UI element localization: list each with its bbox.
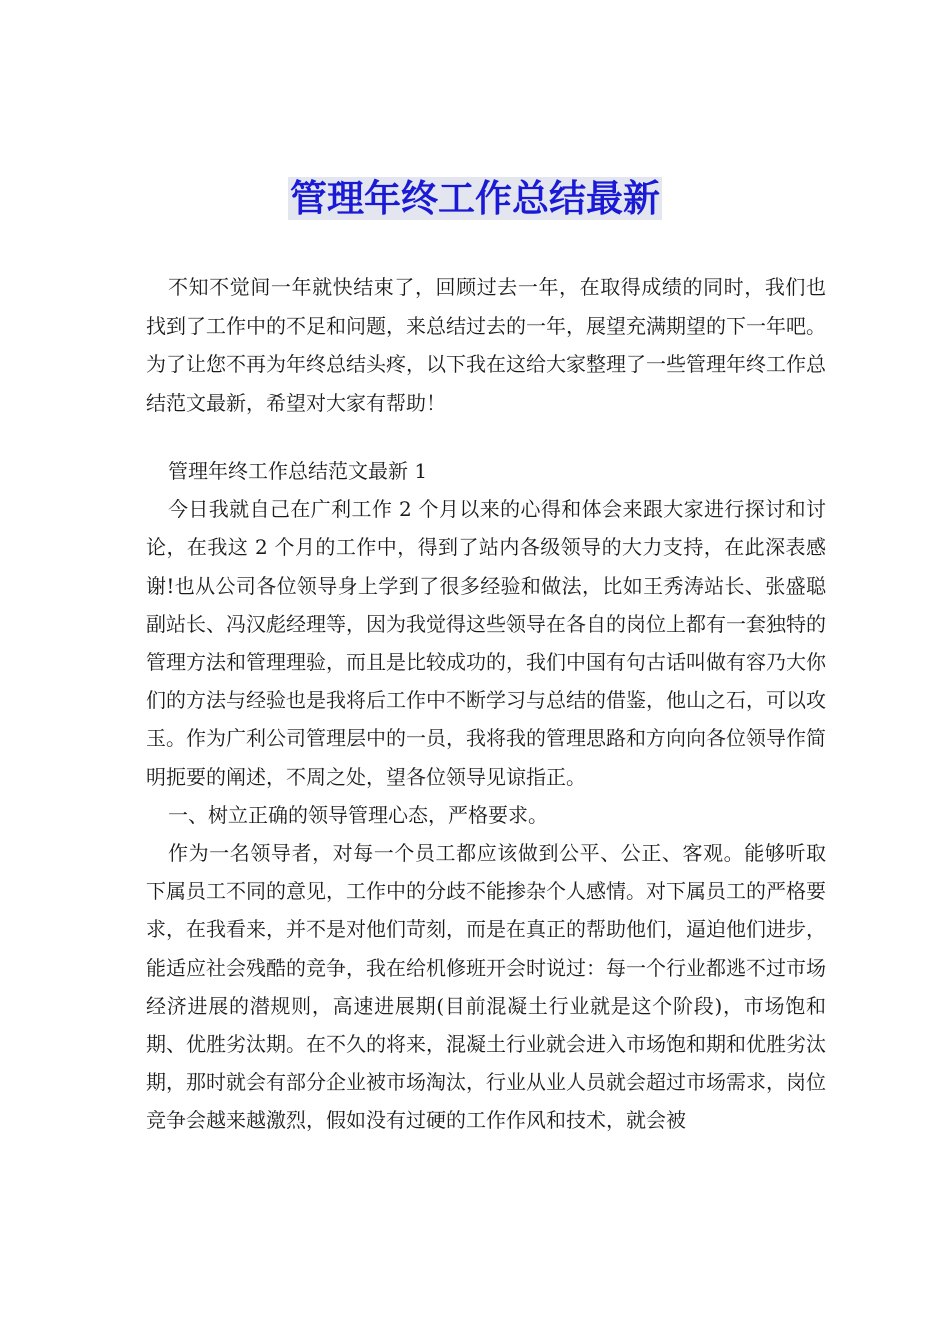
body-paragraph-2: 作为一名领导者，对每一个员工都应该做到公平、公正、客观。能够听取下属员工不同的意见，工作中的分歧不能掺杂个人感情。对下属员工的严格要求，在我看来，并不是对他们苛刻，而是在真正的帮助他们，逼迫他们进步，能适应社会残酷的竞争，我在给机修班开会时说过：每一个行业都逃不过市场经济进展的潜规则，高速进展期(目前混凝土行业就是这个阶段)，市场饱和期、优胜劣汰期。在不久的将来，混凝土行业就会进入市场饱和期和优胜劣汰期，那时就会有部分企业被市场淘汰，行业从业人员就会超过市场需求，岗位竞争会越来越激烈，假如没有过硬的工作作风和技术，就会被 [146,841,826,1133]
body-paragraph-1: 今日我就自己在广利工作 2 个月以来的心得和体会来跟大家进行探讨和讨论，在我这 2 个月的工作中，得到了站内各级领导的大力支持，在此深表感谢!也从公司各位领导身上学到了很多经验和做法，比如王秀涛站长、张盛聪副站长、冯汉彪经理等，因为我觉得这些领导在各自的岗位上都有一套独特的管理方法和管理理验，而且是比较成功的，我们中国有句古话叫做有容乃大你们的方法与经验也是我将后工作中不断学习与总结的借鉴，他山之石，可以攻玉。作为广利公司管理层中的一员，我将我的管理思路和方向向各位领导作简明扼要的阐述，不周之处，望各位领导见谅指正。 [146,497,826,789]
intro-paragraph: 不知不觉间一年就快结束了，回顾过去一年，在取得成绩的同时，我们也找到了工作中的不足和问题，来总结过去的一年，展望充满期望的下一年吧。为了让您不再为年终总结头疼，以下我在这给大家整理了一些管理年终工作总结范文最新，希望对大家有帮助！ [146,275,826,415]
document-title-text: 管理年终工作总结最新 [290,177,660,220]
point-heading-1: 一、树立正确的领导管理心态，严格要求。 [168,802,548,827]
intro-block [146,268,826,422]
document-title [0,174,950,224]
section-heading: 管理年终工作总结范文最新 1 [168,459,428,483]
article-block [146,452,826,1140]
